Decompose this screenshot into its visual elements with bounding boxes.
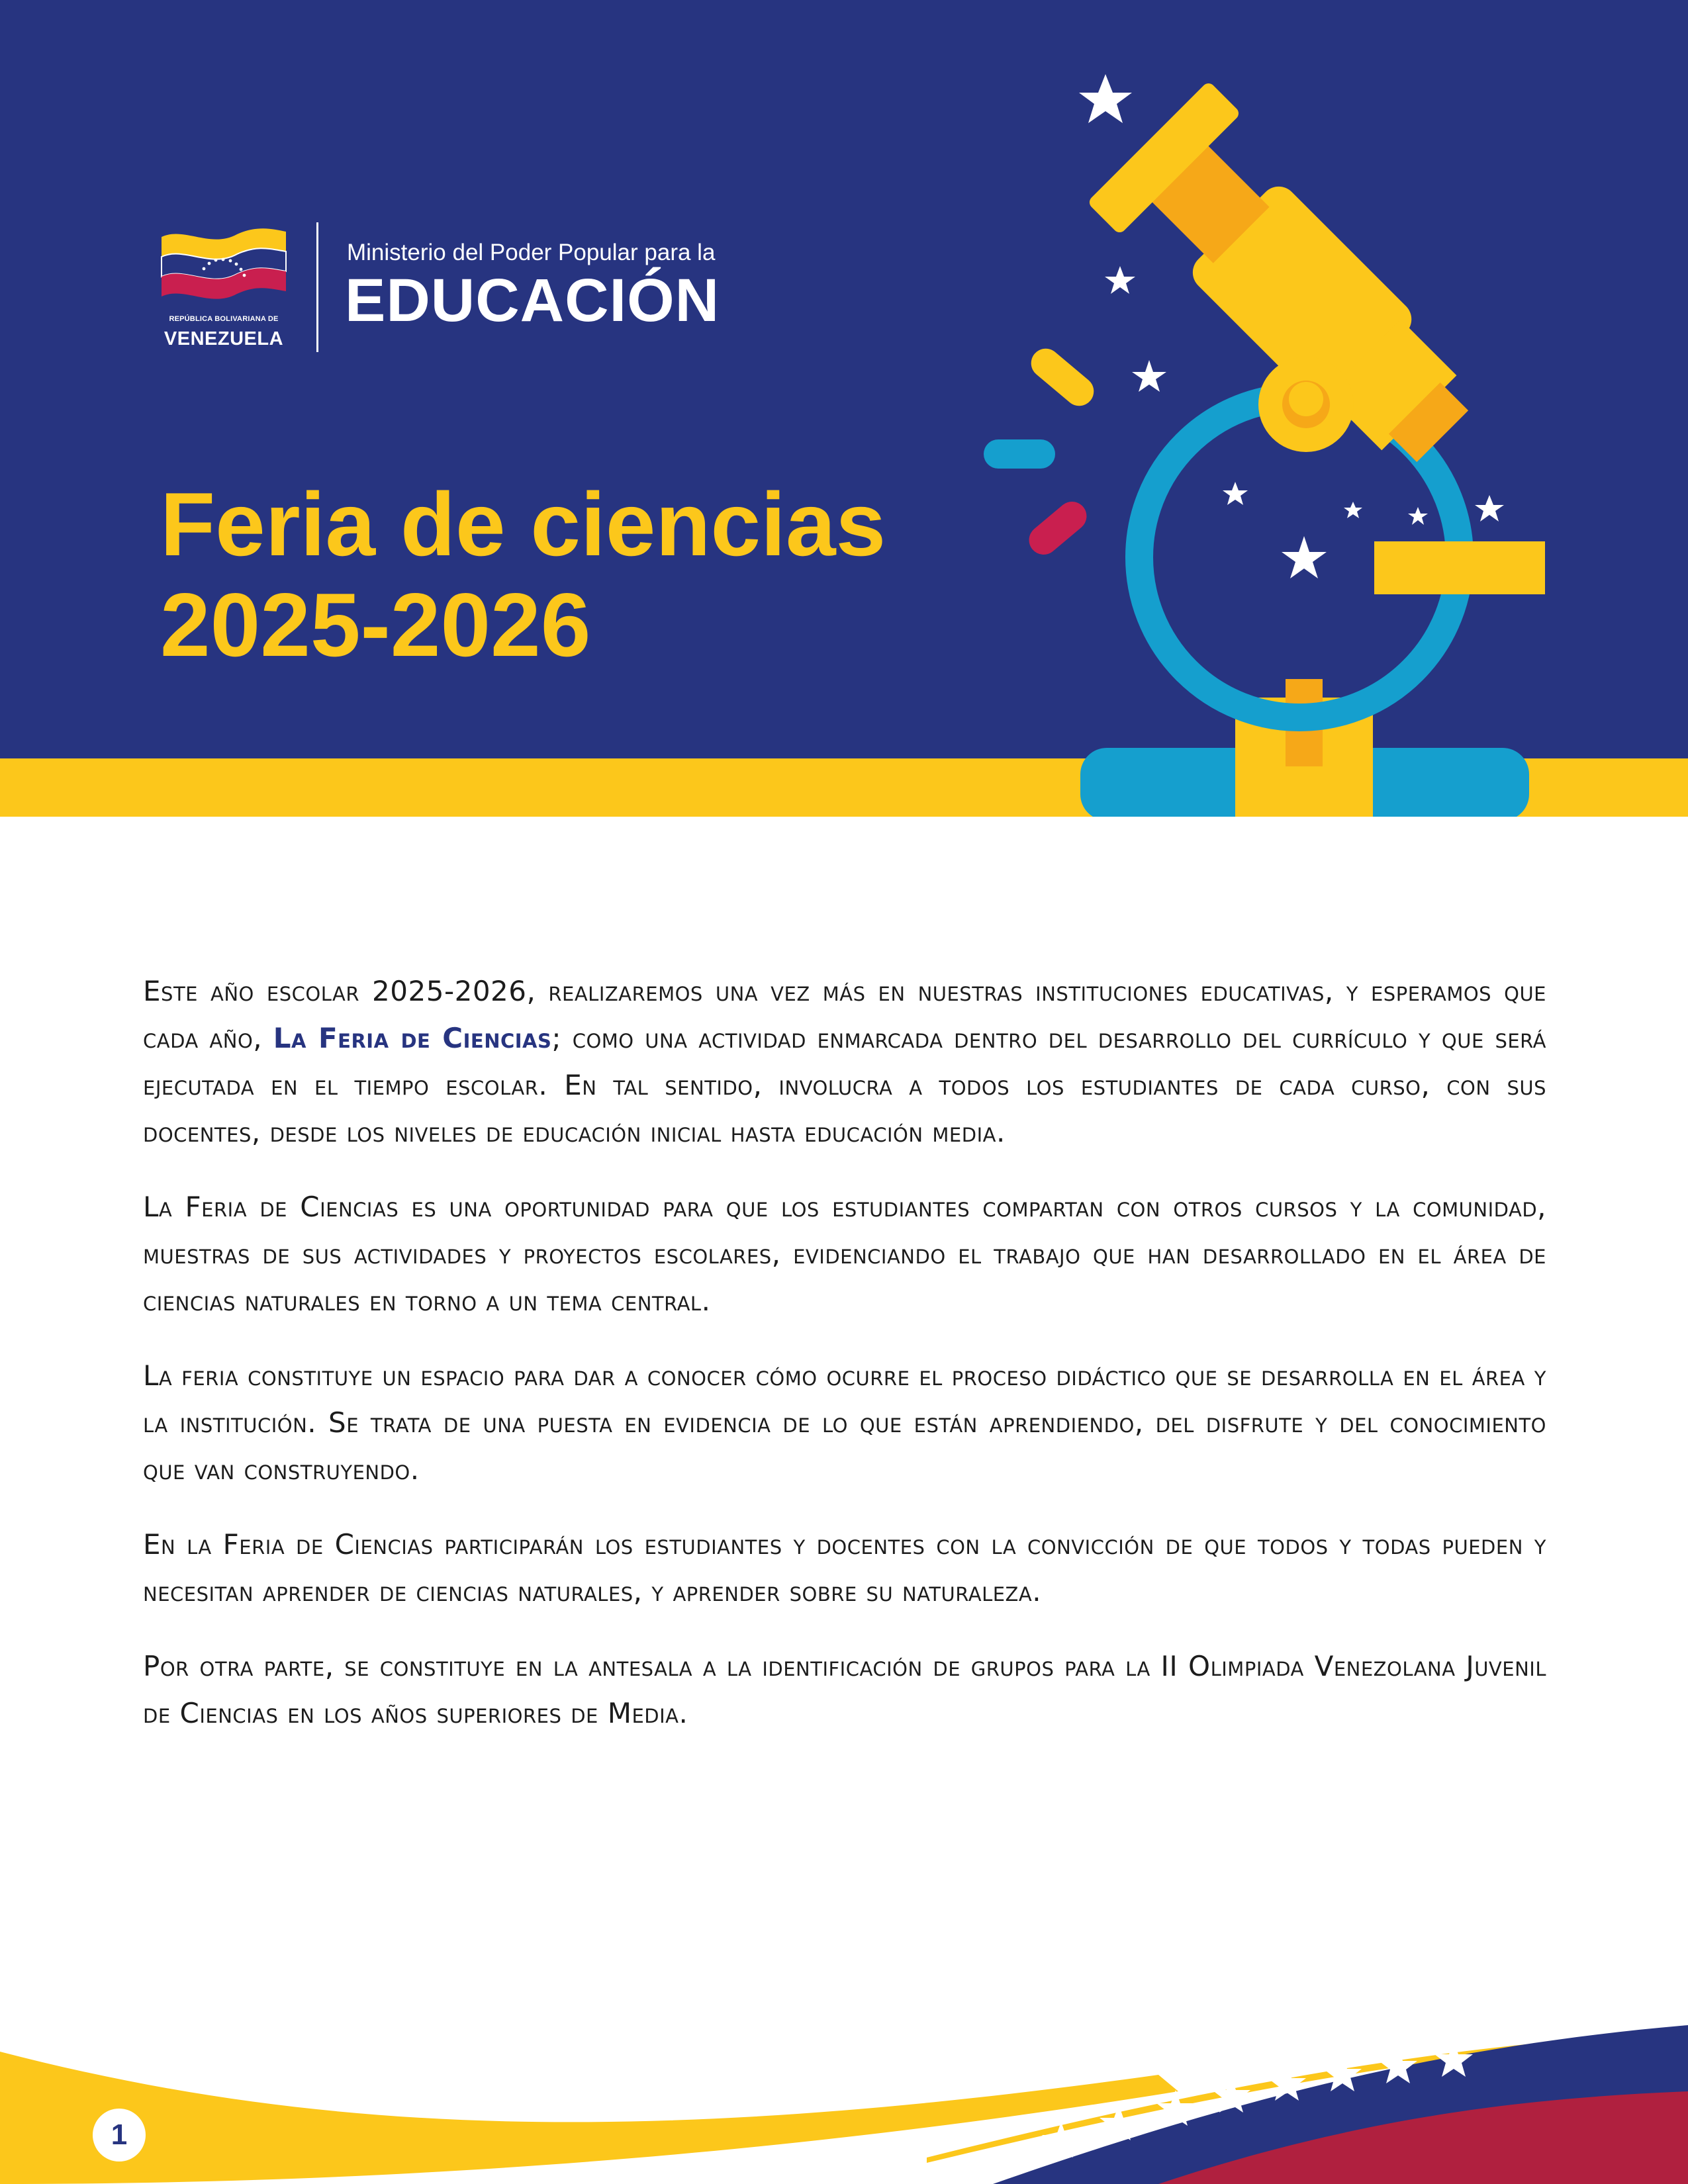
page-title — [160, 474, 886, 676]
logo-republic-text: REPÚBLICA BOLIVARIANA DE — [169, 315, 279, 323]
page-number: 1 — [93, 2109, 146, 2161]
ministry-subtitle: Ministerio del Poder Popular para la — [347, 240, 716, 265]
paragraph-olympiad: Por otra parte, se constituye en la antesala a la identificación de grupos para la II Olimpiada Venezolana Juvenil de Ciencias en los años superiores de Media. — [143, 1650, 1546, 1729]
highlight-feria-de-ciencias: La Feria de Ciencias — [273, 1022, 552, 1054]
ministry-logo — [158, 222, 753, 355]
microscope-icon — [953, 66, 1562, 817]
paragraph-opportunity: La Feria de Ciencias es una oportunidad para que los estudiantes compartan con otros cursos y la comunidad, muestras de sus actividades y proyectos escolares, evidenciando el trabajo que han desarrollado en el área de ciencias naturales en torno a un tema central. — [143, 1191, 1546, 1317]
page-title-line-1: Feria de ciencias — [160, 474, 886, 574]
ministry-name: EDUCACIÓN — [345, 267, 720, 334]
paragraph-intro: Este año escolar 2025-2026, realizaremos una vez más en nuestras instituciones educativas, y esperamos que cada año, La Feria de Ciencias; como una actividad enmarcada dentro del desarrollo del currículo y que será ejecutada en el tiempo escolar. En tal sentido, involucra a todos los estudiantes de cada curso, con sus docentes, desde los niveles de educación inicial hasta educación media. — [143, 975, 1546, 1148]
footer-flag-wave — [0, 1985, 1688, 2184]
body-text — [143, 968, 1546, 1764]
logo-divider — [316, 222, 318, 352]
page-title-line-2: 2025-2026 — [160, 574, 591, 676]
venezuela-flag-icon — [158, 222, 290, 315]
paragraph-didactic-process: La feria constituye un espacio para dar a conocer cómo ocurre el proceso didáctico que se desarrolla en el área y la institución. Se trata de una puesta en evidencia de lo que están aprendiendo, del disfrute y del conocimiento que van construyendo. — [143, 1359, 1546, 1486]
logo-country-text: VENEZUELA — [164, 328, 284, 349]
paragraph-participation: En la Feria de Ciencias participarán los estudiantes y docentes con la convicción de que todos y todas pueden y necesitan aprender de ciencias naturales, y aprender sobre su naturaleza. — [143, 1528, 1546, 1608]
